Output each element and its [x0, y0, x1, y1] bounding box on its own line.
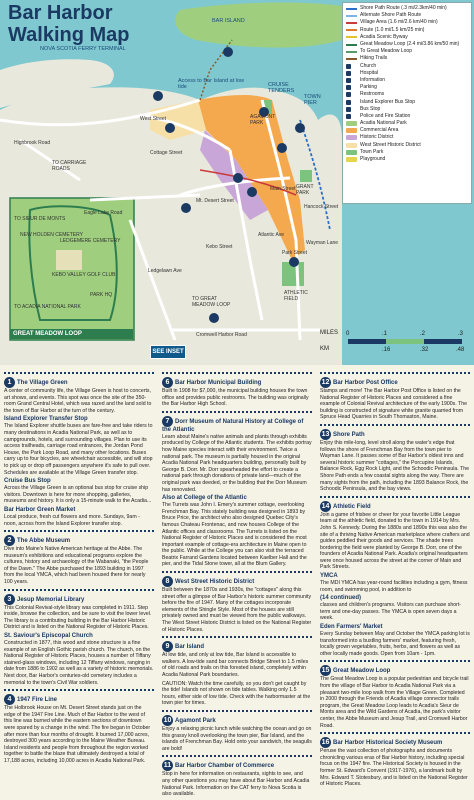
entry-heading: [320, 377, 470, 388]
descriptions-panel: [0, 365, 474, 798]
legend-label: Shore Path Route (.3 mi/2.3km/40 min): [360, 5, 447, 12]
entry-title: Bar Island: [175, 644, 205, 651]
entry-body: At low tide, and only at low tide, Bar Island is accessible to walkers. A low-tide sand bar connects Bridge Street to 1.5 miles of old roads and trails on this forested island, completely within Acadia National Park boundaries.: [162, 652, 309, 678]
label-athletic-field: ATHLETIC FIELD: [284, 290, 308, 302]
entry-title: Jesup Memorial Library: [17, 596, 85, 603]
label-hancock-street: Hancock Street: [304, 204, 339, 210]
label-cruise-tenders: CRUISE TENDERS: [268, 82, 295, 94]
legend-item: [346, 34, 468, 41]
entry-heading: [4, 594, 154, 605]
legend-item: [346, 98, 468, 105]
entry-body: The Holbrook House on Mt. Desert Street stands just on the edge of the 1947 Fire Line. Much of Bar Harbor to the west of this line was burned while the eastern sections of downtown were spared by a change in the wind. The fire began in October after more than four months of drought. It burned 17,000 acres, destroyed 300 years according to the Maine Weather Bureau. Island residents and people from throughout the region worked together to battle the blaze that ultimately destroyed a total of 17,188 acres, including 10,000 acres in Acadia National Park.: [4, 705, 151, 764]
entry-divider: [320, 660, 470, 662]
legend-item: [346, 149, 468, 156]
scale-bar: [320, 330, 470, 360]
legend-label: Playground: [360, 156, 386, 163]
legend-label: Commercial Area: [360, 127, 399, 134]
site-entry: [4, 694, 154, 764]
legend-item: [346, 120, 468, 127]
entry-divider: [320, 496, 470, 498]
entry-body: This Colonial Revival-style library was completed in 1911. Step inside, browse the collection, and be sure to visit the lower level. The library is a contributing building in the Bar Harbor Historic District and is listed on the National Register of Historic Places.: [4, 604, 152, 631]
legend-item: [346, 5, 468, 12]
legend-line-swatch: [346, 44, 357, 46]
scale-km-1: .16: [382, 347, 391, 353]
legend-item: [346, 134, 468, 141]
entry-body: Peruse the vast collection of photographs and documents chronicling various eras of Bar Harbor history, including special focus on the 1947 fire. The Historical Society is housed in the former St. Edward's Convent (1917-1976), a landmark built by Mrs. Edward T. Stotesbury, and is listed on the National Register of Historic Places.: [320, 748, 468, 788]
great-meadow-loop-banner: GREAT MEADOW LOOP: [10, 329, 133, 339]
inset-label-2: LEDGEMERE CEMETERY: [60, 238, 121, 244]
entry-divider: [162, 571, 312, 573]
legend: [342, 2, 472, 204]
site-number-badge: 2: [4, 535, 15, 546]
legend-icon: [346, 92, 351, 97]
legend-area-swatch: [346, 157, 357, 162]
legend-icon: [346, 114, 351, 119]
entry-body: classes and children's programs. Visitors can purchase short-term and one-day passes. The YMCA is open seven days a week.: [320, 602, 462, 622]
legend-line-swatch: [346, 8, 357, 10]
site-entry: [320, 737, 470, 788]
legend-label: Restrooms: [360, 91, 385, 98]
scale-km-2: .32: [420, 347, 429, 353]
inset-label-1: NEW HOLDEN CEMETERY: [20, 232, 83, 238]
legend-item: [346, 127, 468, 134]
entry-title: West Street Historic District: [175, 579, 255, 586]
entry-heading: [162, 576, 312, 587]
site-entry: [320, 595, 470, 622]
legend-label: Alternate Shore Path Route: [360, 12, 422, 19]
description-column-1: [4, 369, 154, 767]
entry-body: Stop in here for information on restaurants, sights to see, and any other questions you may have about Bar Harbor and Acadia National Park. Information on the CAT ferry to Nova Scotia is also available.: [162, 771, 310, 798]
legend-item: [346, 63, 468, 70]
site-entry: [162, 760, 312, 797]
label-to-great-meadow-loop: TO GREAT MEADOW LOOP: [192, 296, 231, 308]
entry-title: The Village Green: [17, 380, 68, 387]
entry-heading: [4, 535, 154, 546]
grant-park: [300, 170, 312, 182]
site-entry: [320, 501, 470, 571]
legend-item: [346, 70, 468, 77]
entry-divider: [320, 372, 470, 374]
label-ledgelawn-ave: Ledgelawn Ave: [148, 268, 182, 274]
site-number-badge: 9: [162, 641, 173, 652]
legend-item: [346, 142, 468, 149]
entry-heading: [162, 495, 312, 502]
legend-area-swatch: [346, 150, 357, 155]
legend-item: [346, 55, 468, 62]
scale-mi-2: .2: [420, 331, 426, 337]
legend-label: Hospital: [360, 69, 379, 76]
entry-body: A center of community life, the Village Green is host to concerts, art shows, and events. This spot was once the site of the 350-room Grand Central Hotel, which was razed and the land sold to the town of Bar Harbor at the turn of the century.: [4, 388, 152, 414]
legend-icon: [346, 100, 351, 105]
legend-icon: [346, 85, 351, 90]
entry-body: Join a game of frisbee or cheer for your favorite Little League team at the athletic field, donated to the town in 1914 by Mrs. John S. Kennedy. During the 1880s and 1890s this was also the site of a thriving Native American marketplace where crafters and guides peddled their goods and services. The shade trees bordering the field were planted by George B. Dorr, one of the founders of Acadia National Park. Acadia's original headquarters were once housed across the street at the corner of Main and Park Streets.: [320, 511, 470, 571]
entry-divider: [4, 372, 154, 374]
golf-club: [56, 250, 82, 270]
description-column-2: [162, 369, 312, 800]
marker-7[interactable]: [153, 91, 163, 101]
scale-segment-2: [386, 339, 424, 344]
entry-title: Dorr Museum of Natural History at College of the Atlantic: [162, 418, 304, 433]
entry-heading: [4, 377, 154, 388]
entry-heading: [162, 416, 312, 434]
entry-divider: [4, 530, 154, 532]
site-number-badge: 6: [162, 377, 173, 388]
entry-body: The Turrets was John I. Emery's summer cottage, overlooking Frenchman Bay. This stately building was designed in 1893 by Bruce Price, the architect who also designed Quebec City's famous Chateau Frontenac, and now houses College of the Atlantic offices and classrooms. The Turrets is listed on the National Register of Historic Places and is considered the most important example of cottage-era architecture in Maine open to the public. While at the College you can also visit the terraced Beatrix Farrand Gardens located between Kaelber Hall and the pier, and the Tidal Stone tower, all at the Blum Gallery.: [162, 502, 307, 568]
legend-item: [346, 106, 468, 113]
label-eagle-lake-road: Eagle Lake Road: [84, 210, 123, 216]
scale-km-3: .48: [456, 347, 465, 353]
legend-icon: [346, 64, 351, 69]
label-cromwell-harbor-road: Cromwell Harbor Road: [196, 332, 247, 338]
site-number-badge: 3: [4, 594, 15, 605]
entry-divider: [320, 732, 470, 734]
site-number-badge: 7: [162, 416, 173, 427]
entry-body: The Island Explorer shuttle buses are fare-free and take riders to many destinations in Acadia National Park, as well as to campgrounds, hotels, and surrounding villages. Plan to use its access trailheads, carriage road entrances, the Jordan Pond House, the Park Loop Road, and many other locations. Buses carry up to four bicycles, are wheelchair accessible, and will stop to pick up or drop off passengers anywhere it's safe to pull over. Schedules are available at the Village Green transfer stop.: [4, 423, 153, 476]
entry-body: The Great Meadow Loop is a popular pedestrian and bicycle trail from the village of Bar Harbor to Acadia National Park via a pleasant two-mile loop walk from the Village Green. Completed in 2000 through the Friends of Acadia village connector trails program, the Great Meadow Loop leads to Acadia's Sieur de Monts area and the Wild Gardens of Acadia, the park's visitor center, the Abbe Museum and Jesup Trail, and Cromwell Harbor Road.: [320, 676, 469, 729]
entry-body: Enjoy this mile-long, level stroll along the water's edge that follows the shore of Frenchman Bay from the town pier to Wayman Lane. It passes some of Bar Harbor's oldest inns and several historic summer "cottages," the Porcupine Islands, Balance Rock, Egg Rock Light, and the Schoodic Peninsula. The Shore Path ends a few coastal sights along the way. There are many sights from the path, including the 1893 Balance Rock, the Schoodic Peninsula, and the bay views.: [320, 439, 469, 493]
inset-label-4: PARK HQ: [90, 292, 113, 298]
entry-title: Athletic Field: [333, 503, 371, 510]
label-access-bar-island: Access to Bar Island at low tide: [178, 78, 245, 90]
description-column-3: [320, 369, 470, 790]
legend-area-swatch: [346, 135, 357, 140]
site-entry: [320, 624, 470, 657]
entry-heading: [4, 478, 154, 485]
entry-divider: [4, 589, 154, 591]
entry-body: CAUTION: Watch the time carefully, so you don't get caught by the tide! Islands not shown on tide tables. Walking only 1.5 hours, either side of low tide. Check with the harbormaster at the town pier for times.: [162, 680, 311, 707]
label-wayman-lane: Wayman Lane: [306, 240, 339, 246]
inset-label-0: TO SIEUR DE MONTS: [14, 216, 66, 222]
site-number-badge: 11: [163, 762, 172, 770]
label-bar-island: BAR ISLAND: [212, 18, 245, 24]
legend-icon: [346, 71, 351, 76]
marker-15[interactable]: [209, 313, 219, 323]
entry-divider: [320, 424, 470, 426]
entry-heading: [320, 501, 470, 512]
site-number-badge: 15: [321, 667, 330, 675]
marker-1[interactable]: [233, 173, 243, 183]
site-entry: [4, 478, 154, 505]
legend-label: Church: [360, 62, 377, 69]
legend-line-swatch: [346, 58, 357, 60]
entry-body: Built in 1908 for $7,000, the municipal building houses the town office and provides public restrooms. The building was originally the Bar Harbor High School.: [162, 388, 309, 408]
marker-8[interactable]: [165, 123, 175, 133]
legend-label: West Street Historic District: [360, 141, 421, 148]
entry-divider: [162, 755, 312, 757]
site-entry: [162, 416, 312, 493]
label-west-street: West Street: [140, 116, 167, 122]
legend-area-swatch: [346, 143, 357, 148]
entry-heading: [162, 760, 312, 771]
scale-mi-1: .1: [382, 331, 388, 337]
entry-title: Island Explorer Transfer Stop: [4, 416, 88, 423]
entry-body: Local produce, fresh cut flowers and more. Sundays, 9am - noon, across from the Island Explorer transfer stop.: [4, 513, 140, 527]
label-cottage-street: Cottage Street: [150, 150, 183, 156]
label-town-pier: TOWN PIER: [304, 94, 321, 106]
entry-title: Bar Harbor Post Office: [333, 380, 398, 387]
marker-13[interactable]: [295, 123, 305, 133]
marker-4[interactable]: [181, 203, 191, 213]
legend-label: Historic District: [360, 134, 394, 141]
legend-item: [346, 27, 468, 34]
scale-km-label: KM: [320, 346, 329, 352]
legend-item: [346, 84, 468, 91]
entry-divider: [162, 636, 312, 638]
legend-item: [346, 12, 468, 19]
legend-line-swatch: [346, 22, 357, 24]
legend-label: Acadia National Park: [360, 120, 407, 127]
marker-9[interactable]: [223, 47, 233, 57]
legend-item: [346, 19, 468, 26]
entry-body: Stamps and more! The Bar Harbor Post Office is listed on the National Register of Historic Places and considered a fine example of Colonial Revival architecture of the early 1900s. The building is constructed of signature white granite quarried from Spruce Head Quarries in South Thomaston, Maine.: [320, 388, 467, 421]
legend-label: Island Explorer Bus Stop: [360, 98, 416, 105]
legend-line-swatch: [346, 15, 357, 17]
site-entry: [162, 576, 312, 633]
site-entry: [162, 495, 312, 568]
label-to-carriage-roads: TO CARRIAGE ROADS: [52, 160, 87, 172]
legend-label: Acadia Scenic Byway: [360, 33, 408, 40]
site-entry: [162, 681, 312, 707]
legend-label: Great Meadow Loop (2.4 mi/3.86 km/50 min): [360, 41, 460, 48]
site-entry: [320, 573, 470, 593]
legend-icon: [346, 107, 351, 112]
legend-line-swatch: [346, 29, 357, 31]
entry-heading: [162, 715, 312, 726]
entry-heading: [320, 595, 470, 602]
entry-heading: [320, 573, 470, 580]
entry-body: Every Sunday between May and October the YMCA parking lot is transformed into a bustling farmers' market, featuring fresh, locally grown vegetables, fruits, herbs, and flowers as well as other locally made goods. Open from 10am - 1pm.: [320, 631, 470, 657]
entry-title: (14 continued): [320, 595, 362, 602]
label-nova-scotia-ferry: NOVA SCOTIA FERRY TERMINAL: [40, 46, 126, 52]
entry-body: Constructed in 1877, this wood and stone structure is a fine example of an English Gothic parish church. The church, on the National Register of Historic Places, houses a number of Tiffany stained-glass windows, including 12 Tiffany windows, ranging in date from 1886 to 1902 as well as a variety of historic memorials. Next door, Bar Harbor's centuries-old cemetery includes a memorial to the town's Civil War soldiers.: [4, 640, 154, 686]
site-number-badge: 14: [321, 502, 330, 510]
entry-title: Bar Harbor Chamber of Commerce: [175, 763, 275, 770]
site-entry: [320, 429, 470, 493]
entry-body: Dive into Maine's Native American heritage at the Abbe. The museum's exhibitions and educational programs explore the cultures, history and archaeology of the Wabanaki, "the People of the Dawn." The Abbe purchased the 1893 building in 1997 from the local YMCA, which had been housed there for nearly 100 years.: [4, 546, 149, 586]
site-number-badge: 13: [321, 430, 330, 438]
inset-label-3: KEBO VALLEY GOLF CLUB: [52, 272, 116, 278]
label-highbrook-road: Highbrook Road: [14, 140, 51, 146]
site-number-badge: 1: [4, 377, 15, 388]
see-inset-label[interactable]: SEE INSET: [150, 345, 186, 359]
entry-title: Eden Farmers' Market: [320, 624, 383, 631]
legend-area-swatch: [346, 128, 357, 133]
entry-title: Also at College of the Atlantic: [162, 495, 247, 502]
label-kebo-street: Kebo Street: [206, 244, 233, 250]
legend-item: [346, 113, 468, 120]
site-entry: [4, 535, 154, 586]
entry-title: Agamont Park: [175, 718, 216, 725]
site-entry: [4, 377, 154, 414]
legend-item: [346, 41, 468, 48]
legend-label: Parking: [360, 84, 377, 91]
entry-heading: [4, 694, 154, 705]
site-entry: [162, 715, 312, 752]
site-entry: [320, 665, 470, 729]
legend-label: To Great Meadow Loop: [360, 48, 412, 55]
marker-12[interactable]: [277, 143, 287, 153]
entry-heading: [4, 633, 154, 640]
entry-title: YMCA: [320, 573, 338, 580]
entry-title: Bar Harbor Municipal Building: [175, 380, 262, 387]
site-number-badge: 10: [163, 716, 172, 724]
legend-label: Police and Fire Station: [360, 112, 411, 119]
site-entry: [4, 416, 154, 476]
entry-heading: [162, 641, 312, 652]
site-entry: [4, 633, 154, 686]
scale-mi-0: 0: [346, 331, 350, 337]
entry-title: Shore Path: [333, 432, 365, 439]
entry-divider: [162, 411, 312, 413]
scale-segment-1: [348, 339, 386, 344]
entry-heading: [320, 737, 470, 748]
entry-heading: [4, 416, 154, 423]
entry-heading: [320, 624, 470, 631]
entry-divider: [162, 710, 312, 712]
scale-segment-3: [424, 339, 462, 344]
site-entry: [162, 641, 312, 678]
legend-label: Village Area (1.6 mi/2.6 km/40 min): [360, 19, 438, 26]
entry-title: St. Saviour's Episcopal Church: [4, 633, 93, 640]
map-title: Bar Harbor Walking Map: [8, 2, 130, 46]
legend-label: Route (1.0 mi/1.5 km/25 min): [360, 26, 425, 33]
site-number-badge: 8: [162, 576, 173, 587]
entry-heading: [162, 377, 312, 388]
entry-title: Bar Harbor Green Market: [4, 506, 76, 513]
scale-miles-label: MILES: [320, 330, 339, 336]
entry-title: Great Meadow Loop: [333, 668, 391, 675]
label-park-street: Park Street: [282, 250, 308, 256]
site-entry: [320, 377, 470, 421]
site-entry: [4, 507, 154, 527]
legend-area-swatch: [346, 121, 357, 126]
entry-body: Across the Village Green is an optional bus stop for cruise ship visitors. Downtown is here for more shopping, galleries, museums and history. It is only a 15-minute walk to the Acadia...: [4, 485, 152, 505]
marker-14[interactable]: [289, 257, 299, 267]
site-entry: [4, 594, 154, 631]
label-agamont-park: AGAMONT PARK: [250, 114, 276, 126]
legend-item: [346, 91, 468, 98]
map-area: [0, 0, 474, 365]
legend-label: Bus Stop: [360, 105, 381, 112]
legend-line-swatch: [346, 36, 357, 38]
entry-title: 1947 Fire Line: [17, 697, 58, 704]
label-mt-desert-street: Mt. Desert Street: [196, 198, 234, 204]
entry-body: The MDI YMCA has year-round facilities including a gym, fitness room, and swimming pool, in addition to: [320, 580, 468, 593]
site-number-badge: 12: [321, 379, 330, 386]
entry-heading: [320, 665, 470, 676]
legend-item: [346, 77, 468, 84]
site-number-badge: 4: [4, 694, 15, 705]
scale-mi-3: .3: [458, 331, 464, 337]
entry-heading: [4, 507, 154, 514]
site-number-badge: 16: [321, 739, 330, 747]
legend-item: [346, 48, 468, 55]
entry-title: Cruise Bus Stop: [4, 478, 51, 485]
site-entry: [162, 377, 312, 408]
label-grant-park: GRANT PARK: [296, 184, 314, 196]
legend-line-swatch: [346, 51, 357, 53]
marker-6[interactable]: [247, 187, 257, 197]
legend-label: Information: [360, 76, 386, 83]
entry-title: Bar Harbor Historical Society Museum: [333, 740, 443, 747]
entry-divider: [4, 689, 154, 691]
label-main-street: Main Street: [270, 186, 296, 192]
legend-label: Hiking Trails: [360, 55, 388, 62]
legend-label: Town Park: [360, 148, 384, 155]
legend-icon: [346, 78, 351, 83]
inset-label-5: TO ACADIA NATIONAL PARK: [14, 304, 81, 310]
label-atlantic-ave: Atlantic Ave: [258, 232, 285, 238]
entry-body: Enjoy a relaxing picnic lunch while watching the ocean and go on this grassy knoll overlooking the town pier, Bar Island, and the islands of Frenchman Bay. Hold onto your sandwich, the seagulls are bold!: [162, 725, 312, 752]
entry-divider: [162, 372, 312, 374]
entry-body: Built between the 1870s and 1930s, the "cottages" along this street offer a glimpse of Bar Harbor's historic summer community before the fire of 1947. Many of the cottages incorporate elements of the Shingle Style. Most of the houses are still privately owned and must be viewed from the public walkways. The West Street Historic District is listed on the National Register of Historic Places.: [162, 587, 312, 633]
entry-title: The Abbe Museum: [17, 538, 71, 545]
entry-heading: [320, 429, 470, 440]
entry-body: Learn about Maine's native animals and plants through exhibits produced by College of the Atlantic students. The exhibits portray how Maine species interact with their environment. Twice a national park. The museum is partially housed in the original Acadia National Park headquarters building, personally built by George B. Dorr. Mr. Dorr spearheaded the effort to create a national park through donations of private land—much of the original park was deeded, or the building that the Dorr Museum has renovated.: [162, 433, 312, 493]
legend-item: [346, 156, 468, 163]
